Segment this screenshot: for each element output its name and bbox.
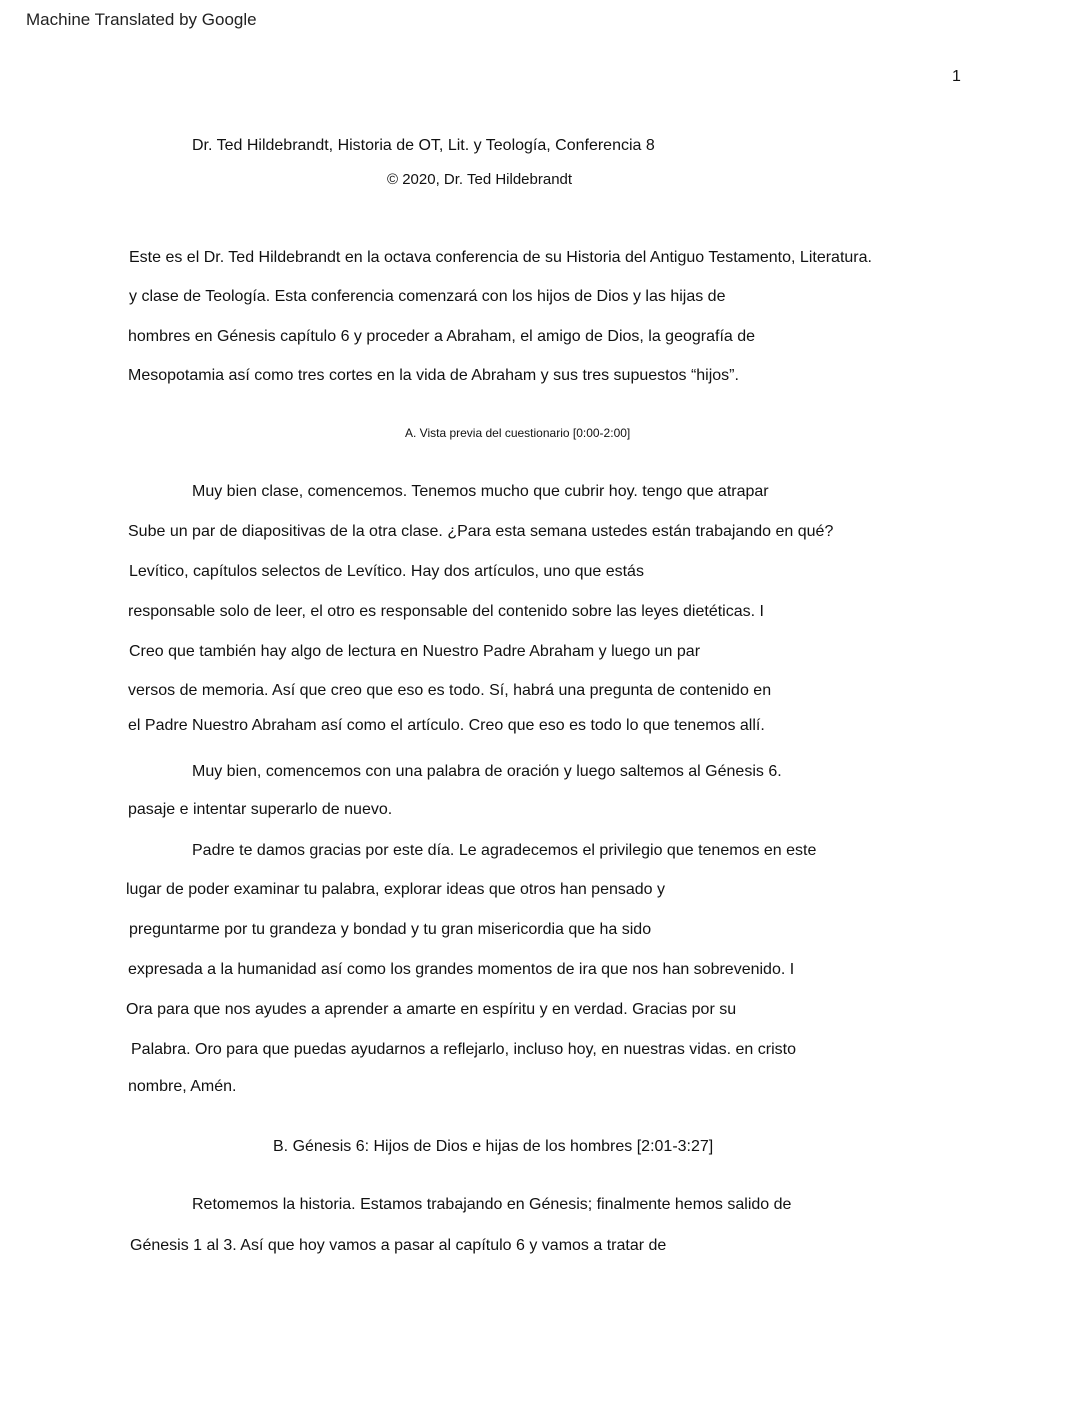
- body-line: Palabra. Oro para que puedas ayudarnos a reflejarlo, incluso hoy, en nuestras vidas. en cristo: [131, 1041, 796, 1058]
- body-line: responsable solo de leer, el otro es responsable del contenido sobre las leyes dietéticas. I: [128, 603, 764, 620]
- body-line: pasaje e intentar superarlo de nuevo.: [128, 801, 393, 818]
- copyright-notice: © 2020, Dr. Ted Hildebrandt: [387, 171, 573, 188]
- body-line: Muy bien clase, comencemos. Tenemos mucho que cubrir hoy. tengo que atrapar: [192, 483, 769, 500]
- body-line: Sube un par de diapositivas de la otra clase. ¿Para esta semana ustedes están trabajando en qué?: [128, 523, 834, 540]
- body-line: Ora para que nos ayudes a aprender a amarte en espíritu y en verdad. Gracias por su: [126, 1001, 737, 1018]
- body-line: lugar de poder examinar tu palabra, explorar ideas que otros han pensado y: [126, 881, 666, 898]
- intro-line: y clase de Teología. Esta conferencia comenzará con los hijos de Dios y las hijas de: [129, 288, 726, 305]
- machine-translation-banner: Machine Translated by Google: [26, 10, 257, 29]
- body-line: Creo que también hay algo de lectura en Nuestro Padre Abraham y luego un par: [129, 643, 701, 660]
- document-title: Dr. Ted Hildebrandt, Historia de OT, Lit. y Teología, Conferencia 8: [192, 137, 655, 154]
- body-line: el Padre Nuestro Abraham así como el artículo. Creo que eso es todo lo que tenemos allí.: [128, 717, 765, 734]
- section-b-heading: B. Génesis 6: Hijos de Dios e hijas de los hombres [2:01-3:27]: [273, 1138, 714, 1155]
- intro-line: Mesopotamia así como tres cortes en la vida de Abraham y sus tres supuestos “hijos”.: [128, 367, 739, 384]
- body-line: versos de memoria. Así que creo que eso es todo. Sí, habrá una pregunta de contenido en: [128, 682, 772, 699]
- body-line: preguntarme por tu grandeza y bondad y tu gran misericordia que ha sido: [129, 921, 652, 938]
- body-line: Retomemos la historia. Estamos trabajando en Génesis; finalmente hemos salido de: [192, 1196, 792, 1213]
- body-line: Génesis 1 al 3. Así que hoy vamos a pasar al capítulo 6 y vamos a tratar de: [130, 1237, 667, 1254]
- body-line: Levítico, capítulos selectos de Levítico. Hay dos artículos, uno que estás: [129, 563, 644, 580]
- body-line: Padre te damos gracias por este día. Le agradecemos el privilegio que tenemos en este: [192, 842, 817, 859]
- body-line: Muy bien, comencemos con una palabra de oración y luego saltemos al Génesis 6.: [192, 763, 782, 780]
- page-number: 1: [952, 68, 961, 85]
- body-line: expresada a la humanidad así como los grandes momentos de ira que nos han sobrevenido. I: [128, 961, 795, 978]
- body-line: nombre, Amén.: [128, 1078, 237, 1095]
- intro-line: hombres en Génesis capítulo 6 y proceder a Abraham, el amigo de Dios, la geografía de: [128, 328, 756, 345]
- section-a-heading: A. Vista previa del cuestionario [0:00-2:00]: [405, 426, 631, 440]
- intro-line: Este es el Dr. Ted Hildebrandt en la octava conferencia de su Historia del Antiguo Testamento, Literatura.: [129, 249, 872, 266]
